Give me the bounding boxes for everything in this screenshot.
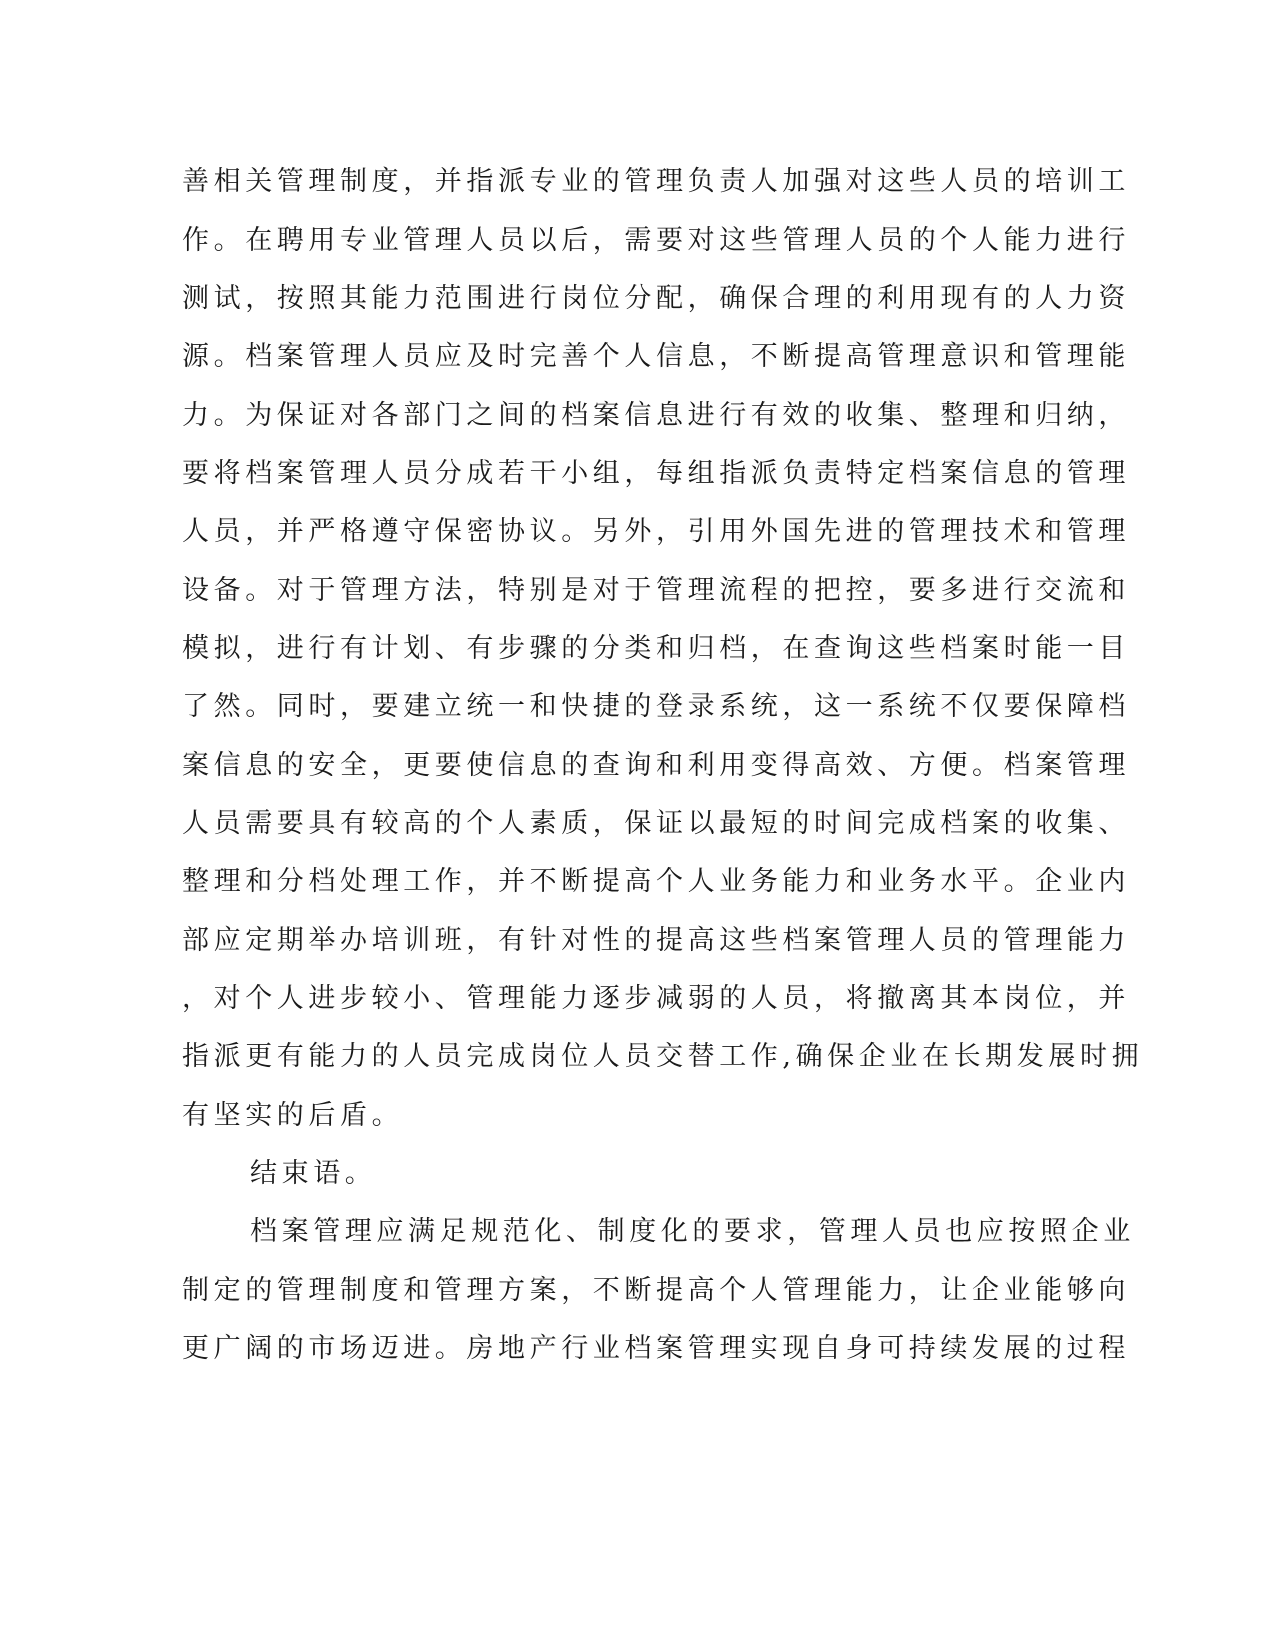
text-line: 部应定期举办培训班，有针对性的提高这些档案管理人员的管理能力 [182, 925, 1130, 956]
text-line: 设备。对于管理方法，特别是对于管理流程的把控，要多进行交流和 [182, 575, 1130, 606]
text-line: 源。档案管理人员应及时完善个人信息，不断提高管理意识和管理能 [182, 341, 1130, 372]
text-line: 了然。同时，要建立统一和快捷的登录系统，这一系统不仅要保障档 [182, 691, 1130, 722]
text-line: 案信息的安全，更要使信息的查询和利用变得高效、方便。档案管理 [182, 750, 1130, 781]
text-line: 更广阔的市场迈进。房地产行业档案管理实现自身可持续发展的过程 [182, 1333, 1130, 1364]
text-line: 测试，按照其能力范围进行岗位分配，确保合理的利用现有的人力资 [182, 283, 1130, 314]
text-line: 制定的管理制度和管理方案，不断提高个人管理能力，让企业能够向 [182, 1275, 1130, 1306]
section-heading: 结束语。 [250, 1158, 377, 1189]
text-line: 力。为保证对各部门之间的档案信息进行有效的收集、整理和归纳， [182, 400, 1130, 431]
paragraph-first-line: 档案管理应满足规范化、制度化的要求，管理人员也应按照企业 [250, 1216, 1135, 1247]
text-line: 人员需要具有较高的个人素质，保证以最短的时间完成档案的收集、 [182, 808, 1130, 839]
text-line: 模拟，进行有计划、有步骤的分类和归档，在查询这些档案时能一目 [182, 633, 1130, 664]
text-line: ，对个人进步较小、管理能力逐步减弱的人员，将撤离其本岗位，并 [182, 983, 1130, 1014]
text-line: 有坚实的后盾。 [182, 1100, 404, 1131]
text-line: 作。在聘用专业管理人员以后，需要对这些管理人员的个人能力进行 [182, 225, 1130, 256]
text-line: 善相关管理制度，并指派专业的管理负责人加强对这些人员的培训工 [182, 166, 1130, 197]
text-line: 要将档案管理人员分成若干小组，每组指派负责特定档案信息的管理 [182, 458, 1130, 489]
text-line: 整理和分档处理工作，并不断提高个人业务能力和业务水平。企业内 [182, 866, 1130, 897]
text-line: 人员，并严格遵守保密协议。另外，引用外国先进的管理技术和管理 [182, 516, 1130, 547]
text-line: 指派更有能力的人员完成岗位人员交替工作,确保企业在长期发展时拥 [182, 1041, 1144, 1072]
